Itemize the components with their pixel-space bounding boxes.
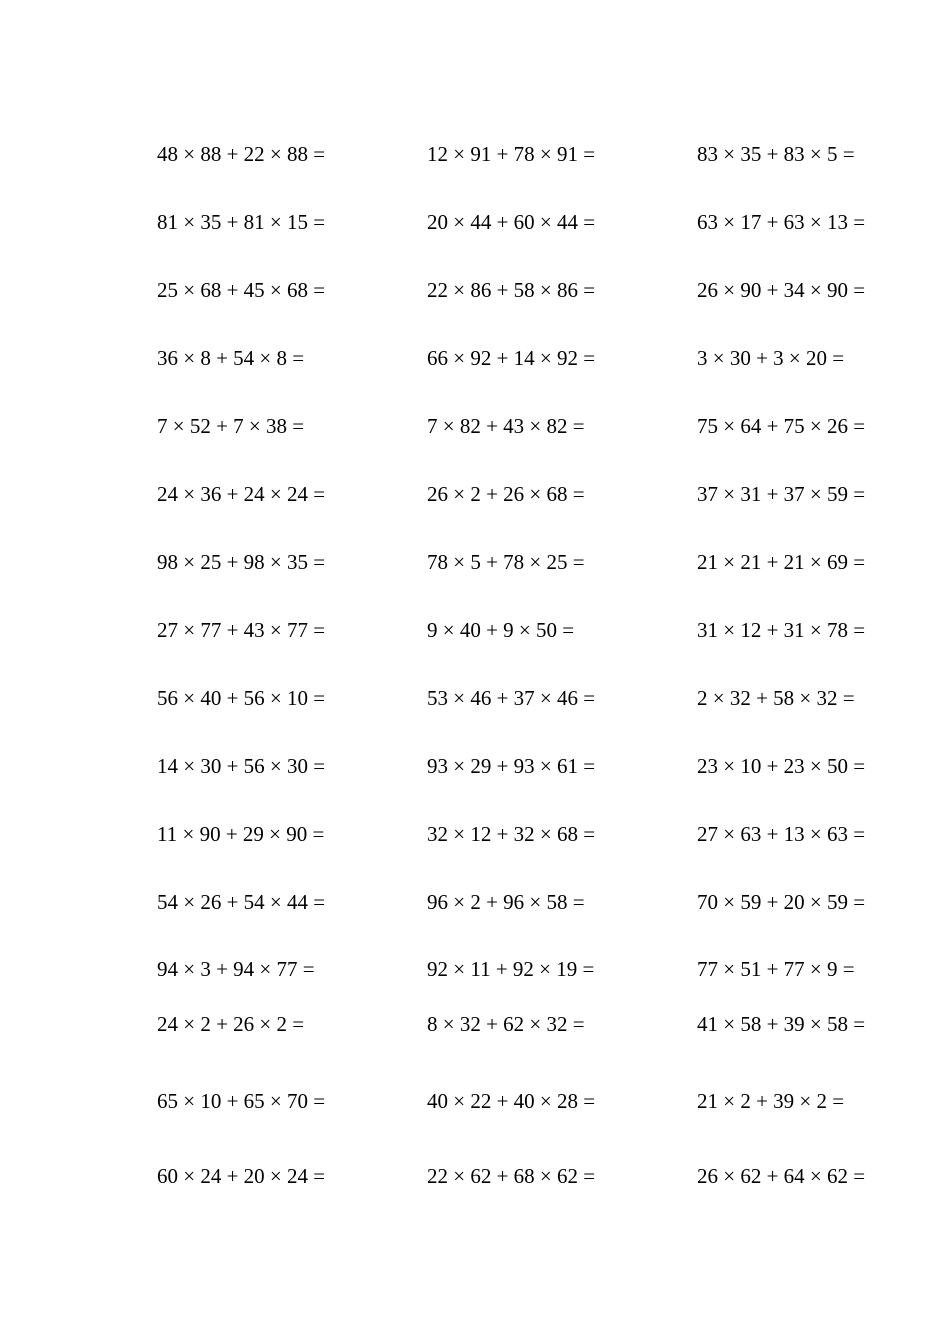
problem-r4-c1: 36 × 8 + 54 × 8 =	[157, 346, 305, 370]
problem-r14-c3: 41 × 58 + 39 × 58 =	[697, 1012, 866, 1036]
problem-r7-c2: 78 × 5 + 78 × 25 =	[427, 550, 585, 574]
problem-r1-c3: 83 × 35 + 83 × 5 =	[697, 142, 855, 166]
problem-r9-c1: 56 × 40 + 56 × 10 =	[157, 686, 326, 710]
problem-r2-c1: 81 × 35 + 81 × 15 =	[157, 210, 326, 234]
problem-r16-c1: 60 × 24 + 20 × 24 =	[157, 1164, 326, 1188]
problem-r2-c2: 20 × 44 + 60 × 44 =	[427, 210, 596, 234]
problem-r15-c2: 40 × 22 + 40 × 28 =	[427, 1089, 596, 1113]
problem-r13-c3: 77 × 51 + 77 × 9 =	[697, 957, 855, 981]
problem-r9-c3: 2 × 32 + 58 × 32 =	[697, 686, 855, 710]
problem-r8-c1: 27 × 77 + 43 × 77 =	[157, 618, 326, 642]
problem-r16-c3: 26 × 62 + 64 × 62 =	[697, 1164, 866, 1188]
problem-r3-c2: 22 × 86 + 58 × 86 =	[427, 278, 596, 302]
problem-r10-c1: 14 × 30 + 56 × 30 =	[157, 754, 326, 778]
problem-r5-c2: 7 × 82 + 43 × 82 =	[427, 414, 585, 438]
problem-r7-c1: 98 × 25 + 98 × 35 =	[157, 550, 326, 574]
problem-r6-c1: 24 × 36 + 24 × 24 =	[157, 482, 326, 506]
problem-r2-c3: 63 × 17 + 63 × 13 =	[697, 210, 866, 234]
problem-r13-c1: 94 × 3 + 94 × 77 =	[157, 957, 315, 981]
problem-r12-c2: 96 × 2 + 96 × 58 =	[427, 890, 585, 914]
problem-r11-c2: 32 × 12 + 32 × 68 =	[427, 822, 596, 846]
problem-r13-c2: 92 × 11 + 92 × 19 =	[427, 957, 595, 981]
problem-r15-c1: 65 × 10 + 65 × 70 =	[157, 1089, 326, 1113]
problem-r14-c1: 24 × 2 + 26 × 2 =	[157, 1012, 305, 1036]
problem-r5-c3: 75 × 64 + 75 × 26 =	[697, 414, 866, 438]
problem-r3-c3: 26 × 90 + 34 × 90 =	[697, 278, 866, 302]
problem-r6-c2: 26 × 2 + 26 × 68 =	[427, 482, 585, 506]
problem-r11-c1: 11 × 90 + 29 × 90 =	[157, 822, 325, 846]
problem-r1-c1: 48 × 88 + 22 × 88 =	[157, 142, 326, 166]
problem-r4-c2: 66 × 92 + 14 × 92 =	[427, 346, 596, 370]
problem-r6-c3: 37 × 31 + 37 × 59 =	[697, 482, 866, 506]
problem-r11-c3: 27 × 63 + 13 × 63 =	[697, 822, 866, 846]
problem-r14-c2: 8 × 32 + 62 × 32 =	[427, 1012, 585, 1036]
problem-r15-c3: 21 × 2 + 39 × 2 =	[697, 1089, 845, 1113]
problem-r7-c3: 21 × 21 + 21 × 69 =	[697, 550, 866, 574]
problem-r5-c1: 7 × 52 + 7 × 38 =	[157, 414, 305, 438]
problem-r10-c3: 23 × 10 + 23 × 50 =	[697, 754, 866, 778]
problem-r3-c1: 25 × 68 + 45 × 68 =	[157, 278, 326, 302]
problem-r12-c3: 70 × 59 + 20 × 59 =	[697, 890, 866, 914]
problem-r16-c2: 22 × 62 + 68 × 62 =	[427, 1164, 596, 1188]
problem-r8-c3: 31 × 12 + 31 × 78 =	[697, 618, 866, 642]
problem-r12-c1: 54 × 26 + 54 × 44 =	[157, 890, 326, 914]
problem-r1-c2: 12 × 91 + 78 × 91 =	[427, 142, 596, 166]
problem-r8-c2: 9 × 40 + 9 × 50 =	[427, 618, 575, 642]
problem-r4-c3: 3 × 30 + 3 × 20 =	[697, 346, 845, 370]
problem-r10-c2: 93 × 29 + 93 × 61 =	[427, 754, 596, 778]
problem-r9-c2: 53 × 46 + 37 × 46 =	[427, 686, 596, 710]
